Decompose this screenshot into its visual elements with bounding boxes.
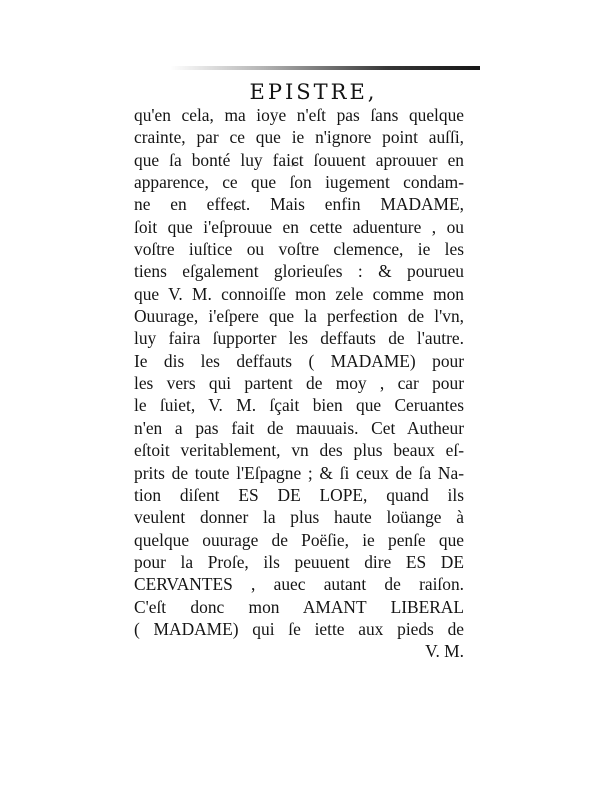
text-line: tion diſent ES DE LOPE, quand ils: [134, 484, 464, 505]
text-line: eſtoit veritablement, vn des plus beaux eſ-: [134, 440, 464, 461]
header-rule: [170, 66, 480, 70]
text-line: ne en effeɕt. Mais enfin MADAME,: [134, 194, 464, 215]
text-line: veulent donner la plus haute loüange à: [134, 507, 464, 528]
text-line: CERVANTES , auec autant de raiſon.: [134, 574, 464, 595]
text-line: tiens eſgalement glorieuſes : & pourueu: [134, 261, 464, 282]
text-line: C'eſt donc mon AMANT LIBERAL: [134, 596, 464, 617]
running-head-text: EPISTRE,: [249, 80, 378, 104]
body-text: [134, 104, 464, 663]
text-line: les vers qui partent de moy , car pour: [134, 373, 464, 394]
text-line: ( MADAME) qui ſe iette aux pieds de: [134, 618, 464, 639]
text-line: crainte, par ce que ie n'ignore point auſſi,: [134, 127, 464, 148]
text-line: le ſuiet, V. M. ſçait bien que Ceruantes: [134, 395, 464, 416]
text-line: luy faira ſupporter les deffauts de l'autre.: [134, 328, 464, 349]
text-line: qu'en cela, ma ioye n'eſt pas ſans quelque: [134, 105, 464, 125]
text-line: pour la Proſe, ils peuuent dire ES DE: [134, 551, 464, 572]
text-line: quelque ouurage de Poëſie, ie penſe que: [134, 529, 464, 550]
text-line: n'en a pas fait de mauuais. Cet Autheur: [134, 417, 464, 438]
running-head: [0, 80, 591, 104]
catchword: V. M.: [425, 641, 464, 662]
text-line: voſtre iuſtice ou voſtre clemence, ie les: [134, 239, 464, 260]
text-line: Ie dis les deffauts ( MADAME) pour: [134, 350, 464, 371]
text-line: apparence, ce que ſon iugement condam-: [134, 172, 464, 193]
text-line: ſoit que i'eſprouue en cette aduenture , ou: [134, 216, 464, 237]
text-line: que ſa bonté luy faiɕt ſouuent aprouuer en: [134, 149, 464, 170]
text-line: Ouurage, i'eſpere que la perfeɕtion de l'vn,: [134, 306, 464, 327]
text-line: que V. M. connoiſſe mon zele comme mon: [134, 283, 464, 304]
text-line: prits de toute l'Eſpagne ; & ſi ceux de ſa Na-: [134, 462, 464, 483]
